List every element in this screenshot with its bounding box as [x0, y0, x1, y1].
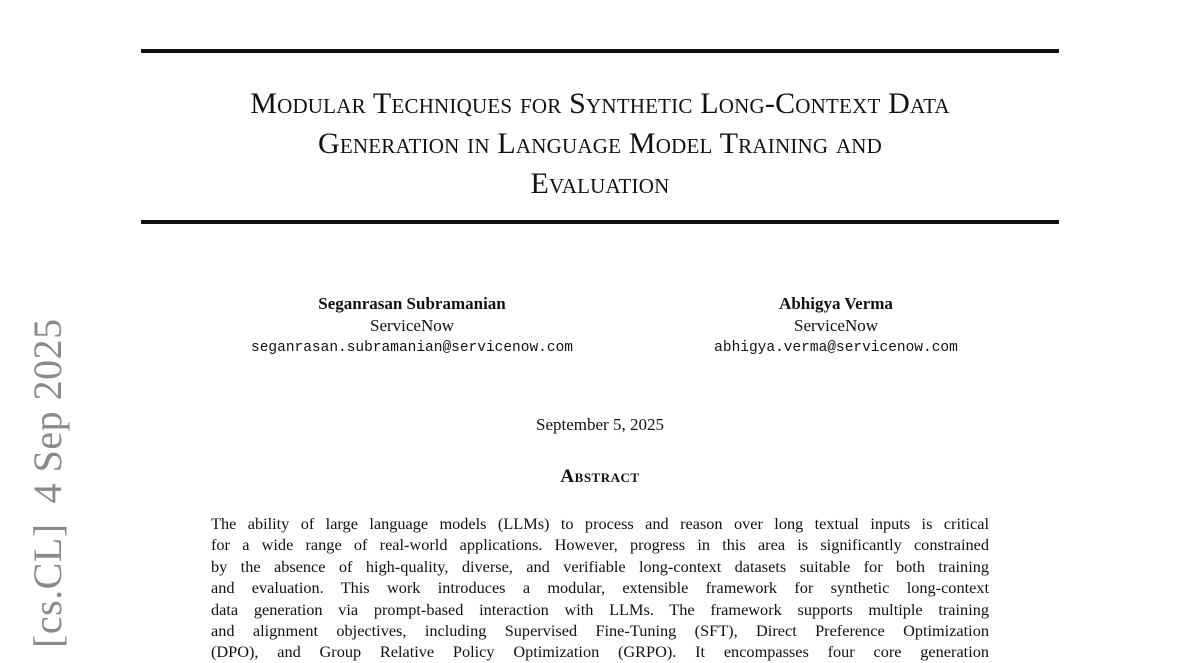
- arxiv-date: 4 Sep 2025: [25, 318, 70, 504]
- abstract-body: [211, 513, 989, 663]
- paper-title: [130, 84, 1070, 204]
- title-line: Modular Techniques for Synthetic Long-Context Data: [250, 87, 950, 120]
- abstract-line: The ability of large language models (LLMs) to process and reason over long textual inputs is critical: [211, 514, 989, 533]
- author-affiliation: ServiceNow: [369, 316, 455, 335]
- author-email[interactable]: seganrasan.subramanian@servicenow.com: [251, 340, 573, 356]
- author-block: [212, 293, 612, 359]
- abstract-line: for a wide range of real-world applications. However, progress in this area is significantly constrained: [211, 535, 989, 555]
- author-name: Seganrasan Subramanian: [318, 294, 506, 313]
- paper-date: September 5, 2025: [536, 415, 664, 434]
- abstract-heading: Abstract: [560, 466, 640, 487]
- author-affiliation: ServiceNow: [793, 316, 879, 335]
- abstract-line: and evaluation. This work introduces a modular, extensible framework for synthetic long-context: [211, 578, 989, 598]
- author-name: Abhigya Verma: [779, 294, 893, 313]
- title-line: Evaluation: [530, 167, 670, 200]
- abstract-line: and alignment objectives, including Supervised Fine-Tuning (SFT), Direct Preference Optimization: [211, 621, 989, 641]
- abstract-line: (DPO), and Group Relative Policy Optimization (GRPO). It encompasses four core generation: [211, 642, 989, 662]
- author-email[interactable]: abhigya.verma@servicenow.com: [714, 340, 958, 356]
- author-block: [686, 293, 986, 359]
- abstract-line: data generation via prompt-based interaction with LLMs. The framework supports multiple training: [211, 599, 989, 619]
- abstract-line: by the absence of high-quality, diverse, and verifiable long-context datasets suitable for both training: [211, 556, 989, 576]
- arxiv-category: [cs.CL]: [25, 523, 70, 648]
- title-top-rule: [141, 49, 1059, 53]
- title-line: Generation in Language Model Training and: [317, 127, 883, 160]
- title-bottom-rule: [141, 220, 1059, 224]
